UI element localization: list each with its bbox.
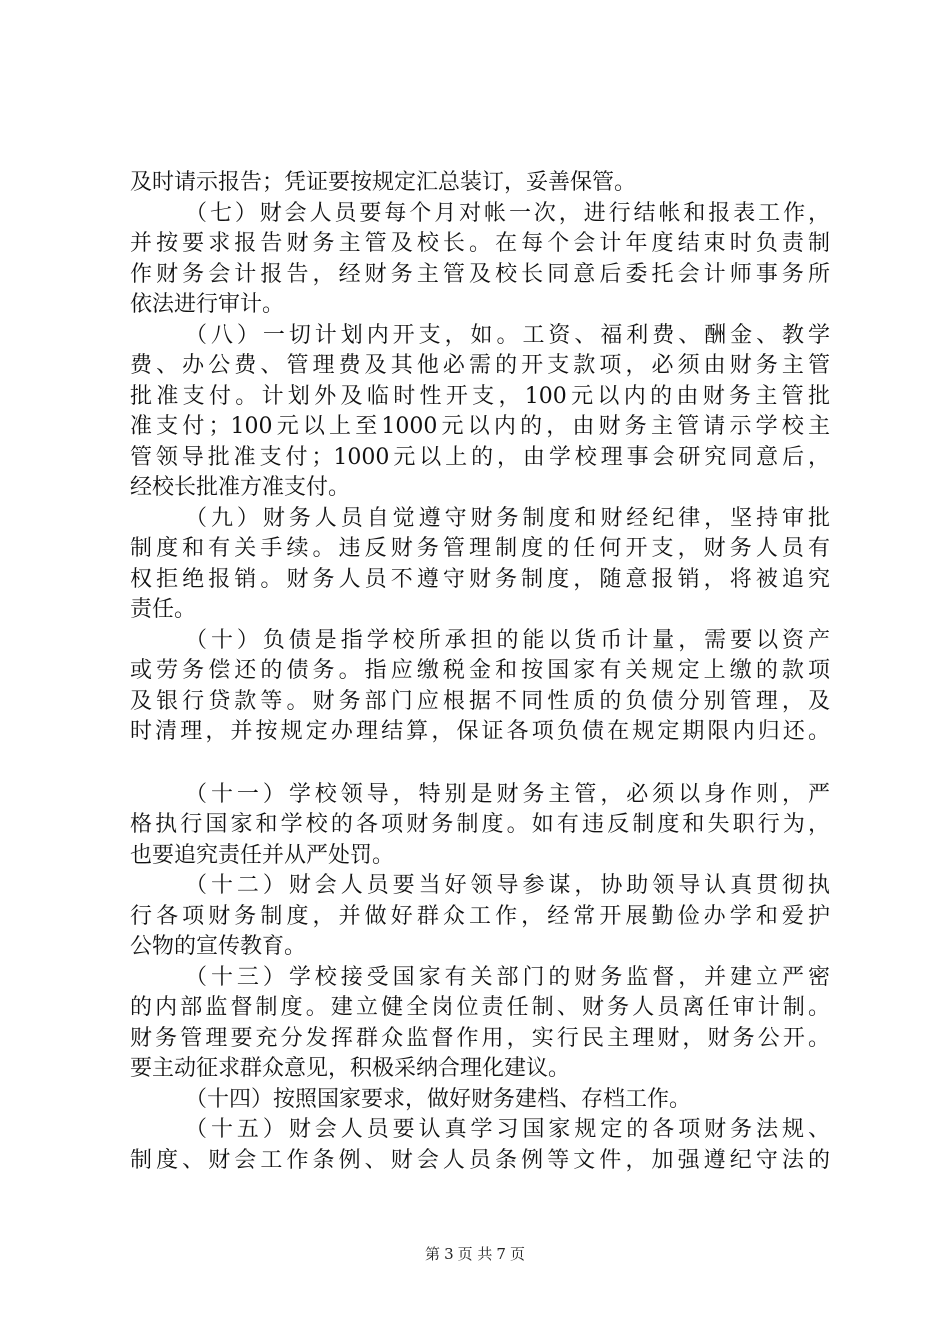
footer-prefix: 第 bbox=[425, 1245, 441, 1263]
paragraph-9-line-2: 制度和有关手续。违反财务管理制度的任何开支，财务人员有 bbox=[130, 536, 830, 561]
paragraph-11-line-2: 格执行国家和学校的各项财务制度。如有违反制度和失职行为， bbox=[130, 812, 830, 837]
paragraph-15-line-2: 制度、财会工作条例、财会人员条例等文件，加强遵纪守法的 bbox=[130, 1147, 830, 1173]
paragraph-8-line-6: 经校长批准方准支付。 bbox=[130, 475, 351, 500]
paragraph-13-line-1: （十三）学校接受国家有关部门的财务监督，并建立严密 bbox=[185, 964, 830, 990]
paragraph-13-line-4: 要主动征求群众意见，积极采纳合理化建议。 bbox=[130, 1056, 571, 1081]
paragraph-12-line-3: 公物的宣传教育。 bbox=[130, 934, 307, 959]
paragraph-15-line-1: （十五）财会人员要认真学习国家规定的各项财务法规、 bbox=[185, 1117, 830, 1142]
paragraph-12-line-1: （十二）财会人员要当好领导参谋，协助领导认真贯彻执 bbox=[185, 873, 830, 898]
paragraph-7-line-4: 依法进行审计。 bbox=[130, 292, 285, 317]
paragraph-8-line-1: （八）一切计划内开支，如。工资、福利费、酬金、教学 bbox=[185, 322, 830, 348]
paragraph-11-line-3: 也要追究责任并从严处罚。 bbox=[130, 842, 395, 868]
paragraph-9-line-3: 权拒绝报销。财务人员不遵守财务制度，随意报销，将被追究 bbox=[130, 566, 830, 592]
page-footer bbox=[0, 1244, 950, 1264]
paragraph-12-line-2: 行各项财务制度，并做好群众工作，经常开展勤俭办学和爱护 bbox=[130, 903, 830, 929]
paragraph-8-line-5: 管领导批准支付；1000元以上的，由学校理事会研究同意后， bbox=[130, 444, 830, 470]
document-body bbox=[130, 168, 830, 1176]
footer-total-pages: 7 bbox=[496, 1245, 506, 1263]
paragraph-11-line-1: （十一）学校领导，特别是财务主管，必须以身作则，严 bbox=[185, 781, 830, 807]
footer-middle: 页 共 bbox=[457, 1245, 493, 1263]
paragraph-10-line-2: 或劳务偿还的债务。指应缴税金和按国家有关规定上缴的款项 bbox=[130, 658, 830, 683]
paragraph-7-line-3: 作财务会计报告，经财务主管及校长同意后委托会计师事务所 bbox=[130, 261, 830, 287]
paragraph-7-line-1: （七）财会人员要每个月对帐一次，进行结帐和报表工作， bbox=[185, 200, 830, 226]
paragraph-10-line-1: （十）负债是指学校所承担的能以货币计量，需要以资产 bbox=[185, 627, 830, 653]
paragraph-gap bbox=[130, 748, 830, 780]
paragraph-7-line-2: 并按要求报告财务主管及校长。在每个会计年度结束时负责制 bbox=[130, 231, 830, 256]
footer-page-number: 3 bbox=[444, 1245, 454, 1263]
paragraph-13-line-3: 财务管理要充分发挥群众监督作用，实行民主理财，财务公开。 bbox=[130, 1025, 830, 1051]
paragraph-8-line-4: 准支付；100元以上至1000元以内的，由财务主管请示学校主 bbox=[130, 414, 830, 439]
paragraph-9-line-4: 责任。 bbox=[130, 597, 197, 622]
paragraph-continuation-line: 及时请示报告；凭证要按规定汇总装订，妥善保管。 bbox=[130, 170, 637, 195]
paragraph-8-line-3: 批准支付。计划外及临时性开支，100元以内的由财务主管批 bbox=[130, 383, 830, 409]
paragraph-10-line-4: 时清理，并按规定办理结算，保证各项负债在规定期限内归还。 bbox=[130, 719, 830, 744]
paragraph-10-line-3: 及银行贷款等。财务部门应根据不同性质的负债分别管理，及 bbox=[130, 688, 830, 714]
footer-suffix: 页 bbox=[509, 1245, 525, 1263]
paragraph-14-line-1: （十四）按照国家要求，做好财务建档、存档工作。 bbox=[185, 1086, 692, 1112]
paragraph-9-line-1: （九）财务人员自觉遵守财务制度和财经纪律，坚持审批 bbox=[185, 505, 830, 531]
paragraph-13-line-2: 的内部监督制度。建立健全岗位责任制、财务人员离任审计制。 bbox=[130, 995, 830, 1020]
paragraph-8-line-2: 费、办公费、管理费及其他必需的开支款项，必须由财务主管 bbox=[130, 353, 830, 378]
